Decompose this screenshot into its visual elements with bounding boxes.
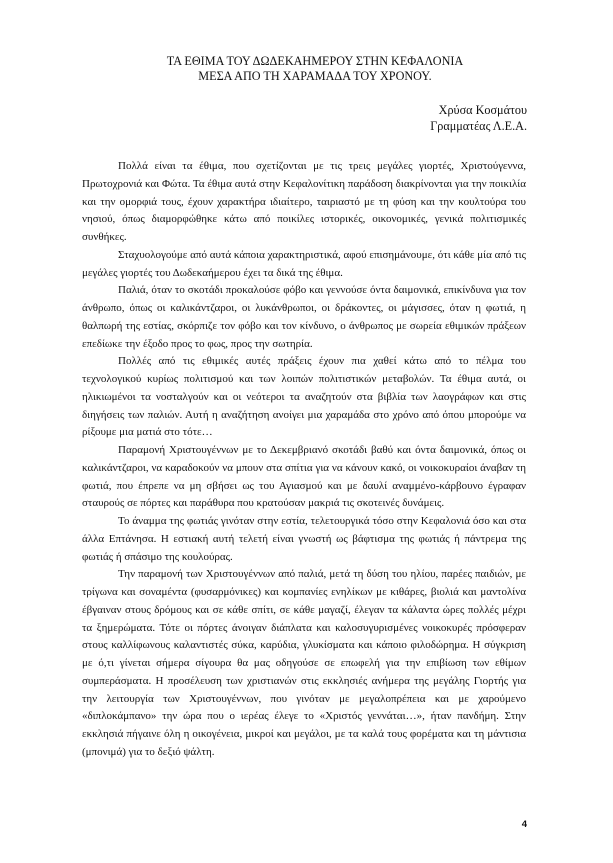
- author-name: Χρύσα Κοσμάτου: [438, 103, 527, 117]
- page-number: 4: [521, 819, 527, 830]
- paragraph-7: Την παραμονή των Χριστουγέννων από παλιά, μετά τη δύση του ηλίου, παρέες παιδιών, με τρίγωνα και σοναμέντα (φυσαρμόνικες) και κομπανίες ενηλίκων με κιθάρες, βιολιά και μαντολίνα έβγαιναν στους δρόμους και σε κάθε σπίτι, σε κάθε μαγαζί, έλεγαν τα κάλαντα ώρες πολλές μέχρι τα ξημερώματα. Τότε οι πόρτες άνοιγαν διάπλατα και καλοσυγυρισμένες νοικοκυρές πρόσφεραν στους καλλίφωνους καλαντιστές σύκα, καρύδια, γλυκίσματα και κάποιο φιλοδώρημα. Η σύγκριση με ό,τι γίνεται σήμερα σίγουρα θα μας οδηγούσε σε επωφελή για την επιβίωση των εθίμων συμπεράσματα. Η προσέλευση των χριστιανών στις εκκλησιές ανήμερα της μεγάλης Γιορτής για την λειτουργία των Χριστουγέννων, που γινόταν με μεγαλοπρέπεια και με χαρούμενο «διπλοκάμπανο» την ώρα που ο ιερέας έλεγε το «Χριστός γεννάται…», ήταν πανδήμη. Στην εκκλησιά πήγαινε όλη η οικογένεια, μικροί και μεγάλοι, με τα καλά τους φορέματα και τη μάντισια (μπονιμά) για το δεξιό ψάλτη.: [82, 568, 526, 758]
- article-body: [82, 158, 526, 762]
- author-role: Γραμματέας Λ.Ε.Α.: [430, 118, 527, 133]
- paragraph-4: Πολλές από τις εθιμικές αυτές πράξεις έχουν πια χαθεί κάτω από το πέλμα του τεχνολογικού κυρίως πολιτισμού και των λοιπών πολιτιστικών μεταβολών. Τα έθιμα αυτά, οι ηλικιωμένοι τα νοσταλγούν και οι νεότεροι τα αναζητούν στα βιβλία των λαογράφων και στις διηγήσεις των παλιών. Αυτή η αναζήτηση ανοίγει μια χαραμάδα στο χρόνο από όπου μπορούμε να ρίξουμε μια ματιά στο τότε…: [82, 355, 526, 439]
- paragraph-3: Παλιά, όταν το σκοτάδι προκαλούσε φόβο και γεννούσε όντα δαιμονικά, επικίνδυνα για τον άνθρωπο, όπως οι καλικάντζαροι, οι λυκάνθρωποι, οι δράκοντες, οι μάγισσες, όταν η φωτιά, η θαλπωρή της εστίας, σκόρπιζε τον φόβο και τον κίνδυνο, ο άνθρωπος με σωρεία εθιμικών πράξεων επεδίωκε την έξοδο προς το φως, προς την σωτηρία.: [82, 284, 526, 350]
- paragraph-1: Πολλά είναι τα έθιμα, που σχετίζονται με τις τρεις μεγάλες γιορτές, Χριστούγεννα, Πρωτοχρονιά και Φώτα. Τα έθιμα αυτά στην Κεφαλονίτικη παράδοση διακρίνονται για την ποικιλία και την ομορφιά τους, έχουν χαρακτήρα ιδιαίτερο, ταιριαστό με τη φύση και την κουλτούρα του νησιού, όπως διαμορφώθηκε κάτω από ποικίλες ιστορικές, οικονομικές, γενικά πολιτισμικές συνθήκες.: [82, 160, 526, 243]
- title-line-2: ΜΕΣΑ ΑΠΟ ΤΗ ΧΑΡΑΜΑΔΑ ΤΟΥ ΧΡΟΝΟΥ.: [198, 69, 432, 83]
- paragraph-6: Το άναμμα της φωτιάς γινόταν στην εστία, τελετουργικά τόσο στην Κεφαλονιά όσο και στα άλλα Επτάνησα. Η εστιακή αυτή τελετή είναι γνωστή ως βάφτισμα της φωτιάς ή πάντρεμα της φωτιάς ή σπάσιμο της κουλούρας.: [82, 515, 526, 563]
- paragraph-5: Παραμονή Χριστουγέννων με το Δεκεμβριανό σκοτάδι βαθύ και όντα δαιμονικά, όπως οι καλικάντζαροι, να καραδοκούν να μπουν στα σπίτια για να κάνουν κακό, οι νοικοκυραίοι άναβαν τη φωτιά, που έπρεπε να μη σβήσει ως του Αγιασμού και με δαυλί αναμμένο-κάρβουνο έγραφαν σταυρούς σε πόρτες και παράθυρα που κρατούσαν μακριά τις σκοτεινές δυνάμεις.: [82, 444, 526, 510]
- author-block: [430, 103, 527, 134]
- document-title: [80, 54, 550, 84]
- paragraph-2: Σταχυολογούμε από αυτά κάποια χαρακτηριστικά, αφού επισημάνουμε, ότι κάθε μία από τις μεγάλες γιορτές του Δωδεκαήμερου έχει τα δικά της έθιμα.: [82, 248, 526, 279]
- title-line-1: ΤΑ ΕΘΙΜΑ ΤΟΥ ΔΩΔΕΚΑΗΜΕΡΟΥ ΣΤΗΝ ΚΕΦΑΛΟΝΙΑ: [166, 54, 464, 68]
